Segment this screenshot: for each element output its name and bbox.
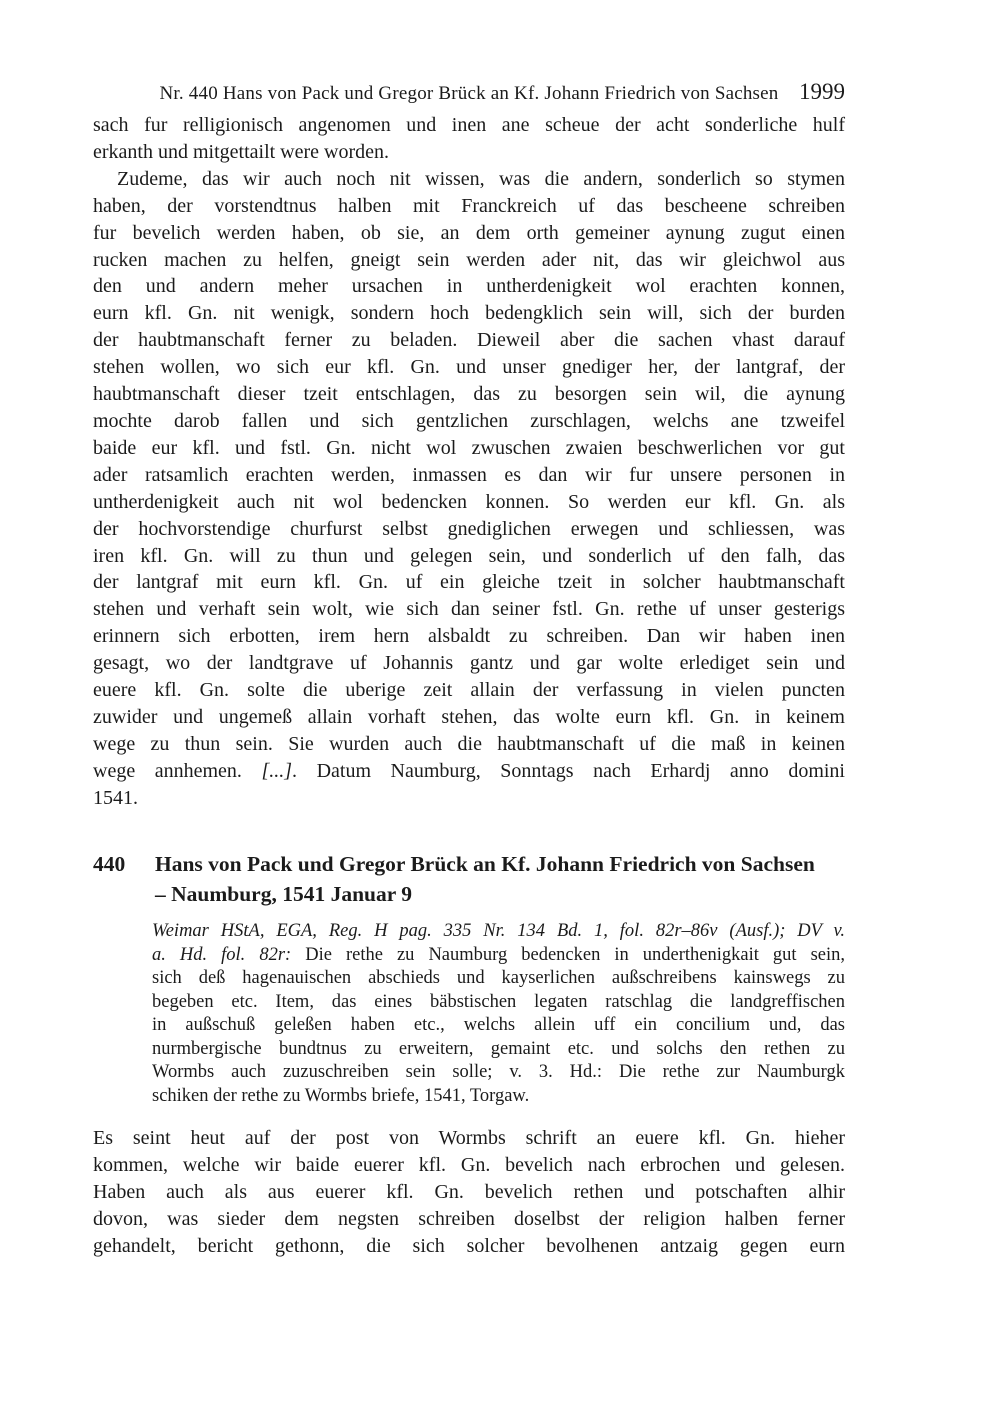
text-line: in außschuß geleßen haben etc., welchs allein uff ein concilium und, das xyxy=(152,1015,845,1035)
text-line: stehen und verhaft sein wolt, wie sich dan seiner fstl. Gn. rethe uf unser gesterigs xyxy=(93,598,845,621)
text-line: rucken machen zu helfen, gneigt sein werden ader nit, das wir gleichwol aus xyxy=(93,248,845,271)
text-line: baide eur kfl. und fstl. Gn. nicht wol zwuschen zwaien beschwerlichen vor gut xyxy=(93,436,845,459)
text-line: fur bevelich werden haben, ob sie, an dem orth gemeiner aynung zugut einen xyxy=(93,221,845,244)
text-line: iren kfl. Gn. will zu thun und gelegen sein, und sonderlich uf den falh, das xyxy=(93,544,845,567)
text-line: Es seint heut auf der post von Wormbs schrift an euere kfl. Gn. hieher xyxy=(93,1127,845,1149)
text-line: erinnern sich erbotten, irem hern alsbaldt zu schreiben. Dan wir haben inen xyxy=(93,625,845,648)
text-line: haubtmanschaft dieser tzeit entschlagen, das zu besorgen sein wil, die aynung xyxy=(93,383,845,406)
text-line: den und andern meher ursachen in untherdenigkeit wol erachten konnen, xyxy=(93,275,845,298)
note-text-block xyxy=(152,967,845,1108)
text-line: begeben etc. Item, das eines bäbstischen legaten ratschlag die landgreffischen xyxy=(152,991,845,1012)
text-line: gesagt, wo der landtgrave uf Johannis gantz und gar wolte erlediget sein und xyxy=(93,652,845,675)
entry-title xyxy=(155,849,845,909)
text-line: sach fur relligionisch angenomen und inen ane scheue der acht sonderliche hulf xyxy=(93,114,845,136)
dateline-post: . Datum Naumburg, Sonntags nach Erhardj anno domini xyxy=(292,759,845,782)
text-line: zuwider und ungemeß allain vorhaft stehen, das wolte eurn kfl. Gn. in keinem xyxy=(93,705,845,728)
paragraph xyxy=(93,112,845,166)
text-line: gehandelt, bericht gethonn, die sich solcher bevolhenen antzaig gegen eurn xyxy=(93,1234,845,1257)
editorial-ellipsis: [...] xyxy=(261,759,293,782)
text-line: wege zu thun sein. Sie wurden auch die haubtmanschaft uf die maß in keinen xyxy=(93,732,845,755)
text-line: mochte darob fallen und sich gentzlichen zurschlagen, welchs ane tzweifel xyxy=(93,409,845,432)
entry-heading xyxy=(93,849,845,909)
text-line: dovon, was sieder dem negsten schreiben doselbst der religion halben ferner xyxy=(93,1207,845,1230)
text-line: untherdenigkeit auch nit wol bedencken konnen. So werden eur kfl. Gn. als xyxy=(93,490,845,513)
entry-title-line: – Naumburg, 1541 Januar 9 xyxy=(155,882,413,906)
text-line: eurn kfl. Gn. nit wenigk, sondern hoch bedengklich sein will, sich der burden xyxy=(93,302,845,325)
text-line: kommen, welche wir baide euerer kfl. Gn. bevelich nach erbrochen und gelesen. xyxy=(93,1153,845,1176)
text-line: der lantgraf mit eurn kfl. Gn. uf ein gleiche tzeit in solcher haubtmanschaft xyxy=(93,571,845,594)
text-line xyxy=(152,920,845,944)
text-line: 1541. xyxy=(93,786,138,809)
text-line: euere kfl. Gn. solte die uberige zeit allain der verfassung in vielen puncten xyxy=(93,679,845,702)
text-line: erkanth und mitgettailt were worden. xyxy=(93,140,390,163)
text-line: Haben auch als aus euerer kfl. Gn. bevelich rethen und potschaften alhir xyxy=(93,1180,845,1203)
archival-reference: a. Hd. fol. 82r: xyxy=(152,944,292,965)
running-header xyxy=(93,79,845,109)
archival-note xyxy=(152,920,845,1108)
letter-440-body xyxy=(93,1125,845,1260)
dateline-pre: wege annhemen. xyxy=(93,759,262,782)
archival-reference: Weimar HStA, EGA, Reg. H pag. 335 Nr. 134 Bd. 1, fol. 82r–86v (Ausf.); DV v. xyxy=(152,921,845,941)
text-line: Zudeme, das wir auch noch nit wissen, was die andern, sonderlich so stymen xyxy=(117,167,845,190)
note-text: Die rethe zu Naumburg bedencken in underthenigkait gut sein, xyxy=(291,944,846,965)
text-line xyxy=(93,758,845,785)
text-line: stehen wollen, wo sich eur kfl. Gn. und unser gnediger her, der lantgraf, der xyxy=(93,356,845,379)
text-line: sich deß hagenauischen abschieds und kayserlichen außschreibens kainswegs zu xyxy=(152,968,845,988)
text-line: schiken der rethe zu Wormbs briefe, 1541, Torgaw. xyxy=(152,1085,530,1106)
page-number: 1999 xyxy=(799,79,845,104)
running-header-title: Nr. 440 Hans von Pack und Gregor Brück an Kf. Johann Friedrich von Sachsen xyxy=(159,83,779,104)
text-line: nurmbergische bundtnus zu erweitern, gemaint etc. und solchs den rethen zu xyxy=(152,1038,845,1059)
text-line: der haubtmanschaft ferner zu beladen. Dieweil aber die sachen vhast darauf xyxy=(93,329,845,352)
letter-439-continuation xyxy=(93,112,845,812)
paragraph xyxy=(93,166,845,758)
entry-number: 440 xyxy=(93,852,126,876)
text-line xyxy=(152,944,845,968)
entry-title-line: Hans von Pack und Gregor Brück an Kf. Johann Friedrich von Sachsen xyxy=(155,852,815,876)
text-line: Wormbs auch zuzuschreiben sein solle; v. 3. Hd.: Die rethe zur Naumburgk xyxy=(152,1062,845,1082)
text-line: ader ratsamlich erachten werden, inmassen es dan wir fur unsere personen in xyxy=(93,463,845,486)
text-line: haben, der vorstendtnus halben mit Franckreich uf das bescheene schreiben xyxy=(93,194,845,217)
text-line: der hochvorstendige churfurst selbst gnediglichen erwegen und schliessen, was xyxy=(93,517,845,540)
